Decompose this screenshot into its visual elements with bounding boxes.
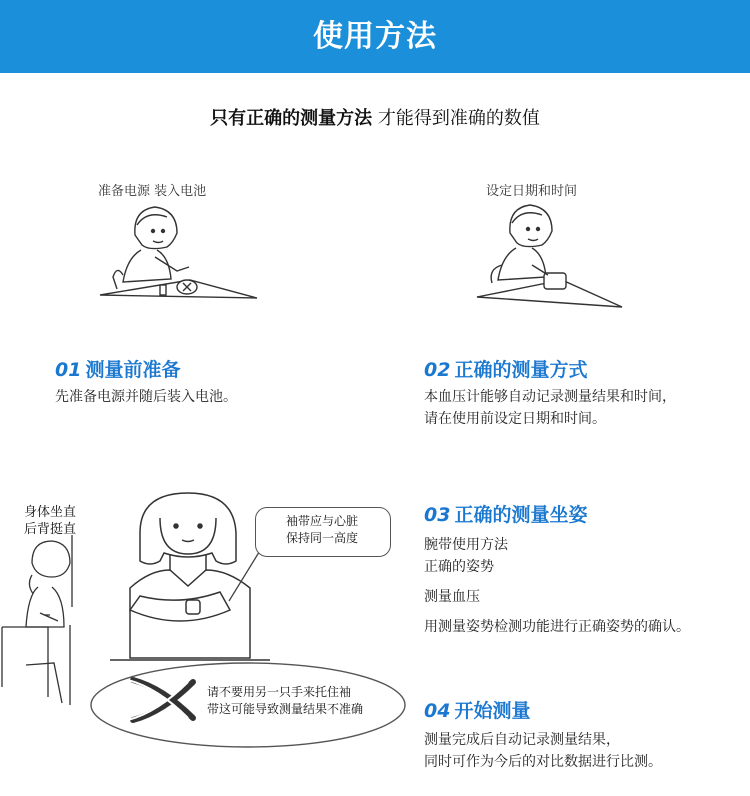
section-03-title: [424, 500, 587, 527]
warning-line: 请不要用另一只手来托住袖: [207, 685, 352, 699]
section-04-title: [424, 696, 530, 723]
section-02-title: [424, 355, 587, 382]
illustration-battery: [95, 195, 265, 305]
section-04-label: 开始测量: [454, 700, 531, 722]
section-02-number: 02: [424, 359, 451, 381]
section-01-body: [55, 386, 237, 408]
section-04-number: 04: [424, 700, 451, 722]
section-02-line: 请在使用前设定日期和时间。: [424, 411, 606, 427]
section-01-line: 先准备电源并随后装入电池。: [55, 389, 237, 405]
section-02-label: 正确的测量方式: [454, 359, 588, 381]
section-02-line: 本血压计能够自动记录测量结果和时间，: [424, 389, 676, 405]
section-03-label: 正确的测量坐姿: [454, 504, 588, 526]
subtitle-bold: 只有正确的测量方法: [210, 108, 373, 129]
subtitle-rest: 才能得到准确的数值: [372, 108, 540, 129]
callout-line-text: 袖带应与心脏: [286, 514, 359, 528]
posture-label-line: 后背挺直: [24, 522, 77, 537]
illustration-seated-woman: [0, 535, 85, 710]
warning-line: 带这可能导致测量结果不准确: [207, 702, 364, 716]
section-03-body: [424, 534, 690, 638]
section-04-line: 同时可作为今后的对比数据进行比测。: [424, 754, 662, 770]
section-03-line: 腕带使用方法: [424, 537, 508, 553]
fig2-caption: 设定日期和时间: [486, 184, 578, 199]
illustration-datetime: [472, 195, 632, 310]
page-banner: [0, 0, 750, 73]
banner-title: 使用方法: [313, 19, 437, 54]
warning-text: [207, 684, 363, 718]
section-01-title: [55, 355, 180, 382]
section-04-body: [424, 729, 662, 773]
section-02-body: [424, 386, 676, 430]
fig1-caption: 准备电源 装入电池: [98, 184, 207, 199]
callout-line-text: 保持同一高度: [286, 531, 359, 545]
section-03-number: 03: [424, 504, 451, 526]
posture-label: [24, 504, 76, 538]
section-01-label: 测量前准备: [85, 359, 181, 381]
section-03-line: 用测量姿势检测功能进行正确姿势的确认。: [424, 619, 690, 635]
section-03-line: 正确的姿势: [424, 559, 494, 575]
subtitle: [0, 104, 750, 130]
posture-label-line: 身体坐直: [24, 505, 77, 520]
section-01-number: 01: [55, 359, 82, 381]
section-03-line: 测量血压: [424, 589, 480, 605]
section-04-line: 测量完成后自动记录测量结果，: [424, 732, 620, 748]
callout-text: [286, 513, 358, 547]
